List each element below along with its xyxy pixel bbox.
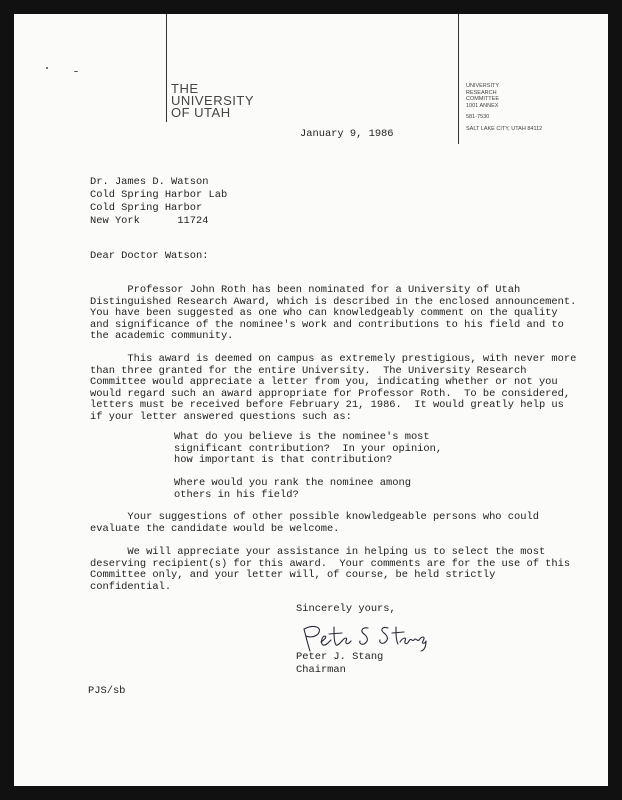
letterhead-divider-left <box>166 14 167 122</box>
reference-initials: PJS/sb <box>88 685 126 697</box>
letter-page: THE UNIVERSITY OF UTAH UNIVERSITY RESEARCH COMMITTEE 1001 ANNEX 581-7530 SALT LAKE CITY, UTAH 84112 January 9, 1986 Dr. James D. Watson Cold Spring Harbor Lab Cold Spring Harbor New York 11724 Dear Doctor Watson: Professor John Roth has been nominated for a University of Utah Distinguished Research Award, which is described in the enclosed announcement. You have been suggested as one who can knowledgeably comment on the quality and significance of the nominee's work and contributions to his field and to the academic community. This award is deemed on campus as extremely prestigious, with never more than three granted for the entire University. The University Research Committee would appreciate a letter from you, indicating whether or not you would regard such an award appropriate for Professor Roth. To be considered, letters must be received before February 21, 1986. It would greatly help us if your letter answered questions such as: What do you believe is the nominee's most significant contribution? In your opinion, how important is that contribution? Where would you rank the nominee among others in his field? Your suggestions of other possible knowledgeable persons who could evaluate the candidate would be welcome. We will appreciate your assistance in helping us to select the most deserving recipient(s) for this award. Your comments are for the use of this Committee only, and your letter will, of course, be held strictly confidential. Sincerely yours, Peter J. Stang Chairman PJS/sb <box>14 14 608 786</box>
signer-title: Chairman <box>296 664 346 676</box>
paper-speck <box>46 67 48 69</box>
letter-date: January 9, 1986 <box>300 128 394 140</box>
university-logo: THE UNIVERSITY OF UTAH <box>171 81 255 120</box>
committee-address: UNIVERSITY RESEARCH COMMITTEE 1001 ANNEX 581-7530 SALT LAKE CITY, UTAH 84112 <box>466 83 543 132</box>
salutation: Dear Doctor Watson: <box>90 250 209 262</box>
handwritten-signature <box>296 615 446 653</box>
letterhead-divider-right <box>458 14 459 144</box>
valediction: Sincerely yours, <box>296 603 396 615</box>
paper-speck <box>74 71 78 72</box>
signer-name: Peter J. Stang <box>296 651 384 663</box>
